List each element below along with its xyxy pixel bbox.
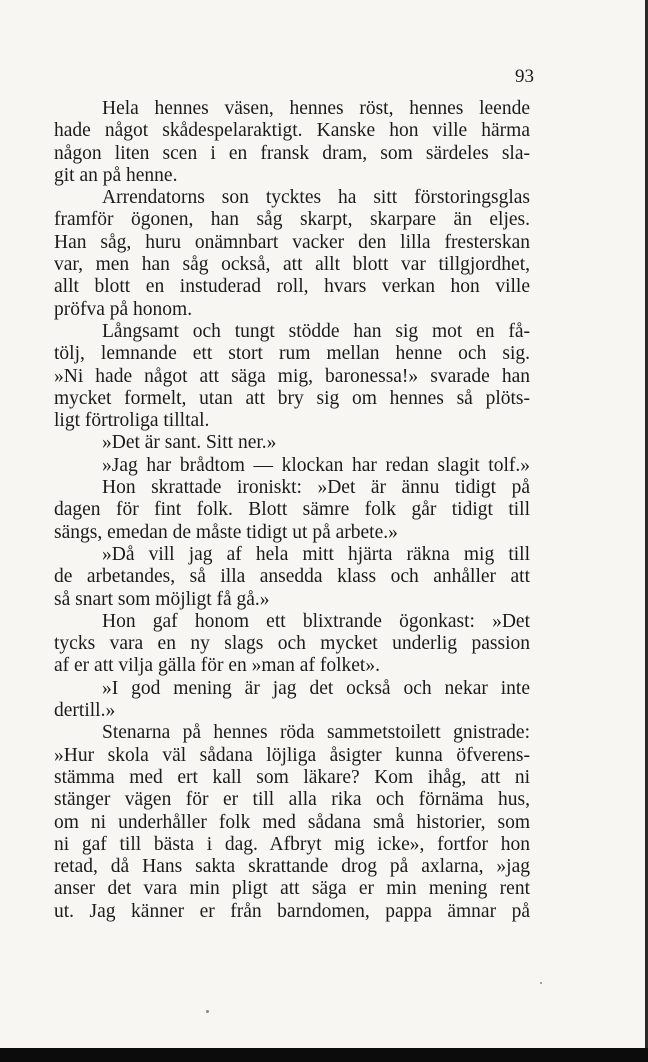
text-line: dagen för fint folk. Blott sämre folk går tidigt till [54, 499, 530, 521]
text-line: dertill.» [54, 700, 116, 722]
paper-speck [206, 1010, 209, 1013]
text-line: mycket formelt, utan att bry sig om hennes så plöts- [54, 387, 530, 409]
text-line: stänger vägen för er till alla rika och förnäma hus, [54, 789, 530, 811]
text-line: »Hur skola väl sådana löjliga åsigter kunna öfverens- [54, 744, 530, 766]
text-line: var, men han såg också, att allt blott var tillgjordhet, [54, 254, 530, 276]
text-line: »Då vill jag af hela mitt hjärta räkna mig till [102, 543, 530, 565]
text-line: Han såg, huru onämnbart vacker den lilla fresterskan [54, 231, 530, 253]
text-line: Långsamt och tungt stödde han sig mot en få- [102, 320, 530, 342]
text-line: tycks vara en ny slags och mycket underlig passion [54, 633, 530, 655]
text-line: retad, då Hans sakta skrattande drog på axlarna, »jag [54, 856, 530, 878]
text-line: sängs, emedan de måste tidigt ut på arbete.» [54, 521, 398, 543]
text-line: allt blott en instuderad roll, hvars verkan hon ville [54, 276, 530, 298]
text-line: ni gaf till bästa i dag. Afbryt mig icke», fortfor hon [54, 833, 530, 855]
text-line: stämma med ert kall som läkare? Kom ihåg, att ni [54, 766, 530, 788]
text-line: af er att vilja gälla för en »man af folket». [54, 655, 380, 677]
text-line: så snart som möjligt få gå.» [54, 588, 270, 610]
text-line: framför ögonen, han såg skarpt, skarpare än eljes. [54, 209, 530, 231]
text-line: ligt förtroliga tilltal. [54, 410, 210, 432]
body-text [54, 98, 530, 923]
text-line: Hon gaf honom ett blixtrande ögonkast: »Det [102, 610, 530, 632]
text-line: anser det vara min pligt att säga er min mening rent [54, 878, 530, 900]
paper-speck [540, 982, 542, 984]
text-line: Hon skrattade ironiskt: »Det är ännu tidigt på [102, 477, 530, 499]
text-line: tölj, lemnande ett stort rum mellan henne och sig. [54, 343, 530, 365]
text-line: git an på henne. [54, 164, 178, 186]
text-line: »Jag har brådtom — klockan har redan slagit tolf.» [102, 454, 530, 476]
text-line: pröfva på honom. [54, 298, 193, 320]
text-line: »Det är sant. Sitt ner.» [102, 432, 277, 454]
text-line: Arrendatorns son tycktes ha sitt förstoringsglas [102, 187, 530, 209]
text-line: någon liten scen i en fransk dram, som särdeles sla- [54, 142, 530, 164]
page-number: 93 [515, 66, 534, 87]
text-line: de arbetandes, så illa ansedda klass och anhåller att [54, 566, 530, 588]
scan-border [0, 1048, 648, 1062]
text-line: »I god mening är jag det också och nekar inte [102, 677, 530, 699]
text-line: Hela hennes väsen, hennes röst, hennes leende [102, 98, 530, 119]
text-line: om ni underhåller folk med sådana små historier, som [54, 811, 530, 833]
text-line: ut. Jag känner er från barndomen, pappa ämnar på [54, 900, 530, 922]
text-line: Stenarna på hennes röda sammetstoilett gnistrade: [102, 722, 530, 744]
text-line: »Ni hade något att säga mig, baronessa!» svarade han [54, 365, 530, 387]
text-line: hade något skådespelaraktigt. Kanske hon ville härma [54, 120, 530, 142]
